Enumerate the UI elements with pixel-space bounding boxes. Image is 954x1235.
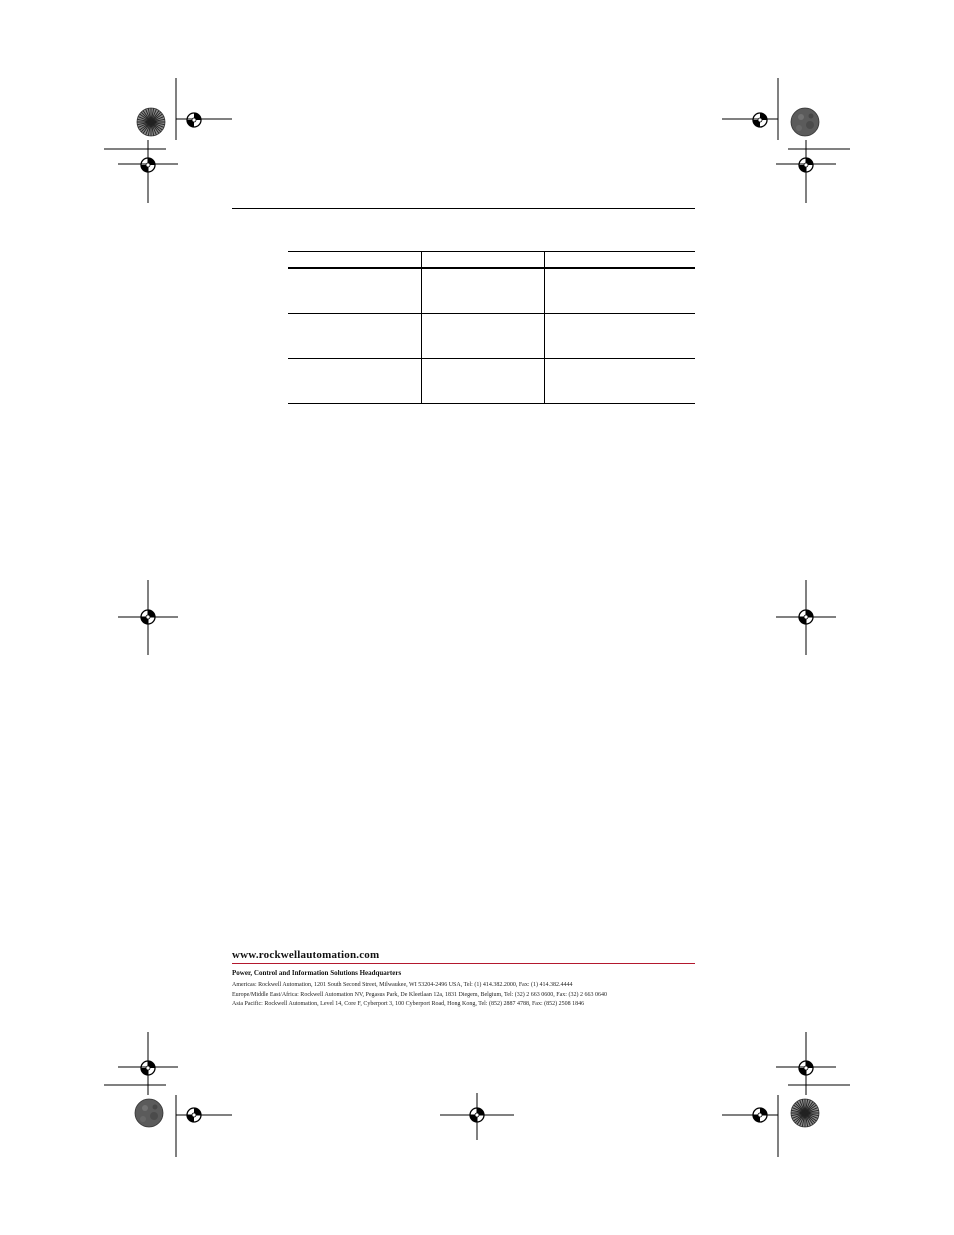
footer-americas-address: Americas: Rockwell Automation, 1201 South Second Street, Milwaukee, WI 53204-2496 USA, Tel: (1) 414.382.2000, Fax: (1) 414.382.4444 [232,982,573,988]
footer-url[interactable]: www.rockwellautomation.com [232,949,380,961]
footer-red-rule [232,963,695,964]
footer-europe-address: Europe/Middle East/Africa: Rockwell Automation NV, Pegasus Park, De Kleetlaan 12a, 1831 Diegem, Belgium, Tel: (32) 2 663 0600, Fax: (32) 2 663 0640 [232,992,607,998]
footer-asia-address: Asia Pacific: Rockwell Automation, Level 14, Core F, Cyberport 3, 100 Cyberport Road, Hong Kong, Tel: (852) 2887 4788, Fax: (852) 2508 1846 [232,1001,585,1007]
footer-headquarters-title: Power, Control and Information Solutions Headquarters [232,969,402,977]
